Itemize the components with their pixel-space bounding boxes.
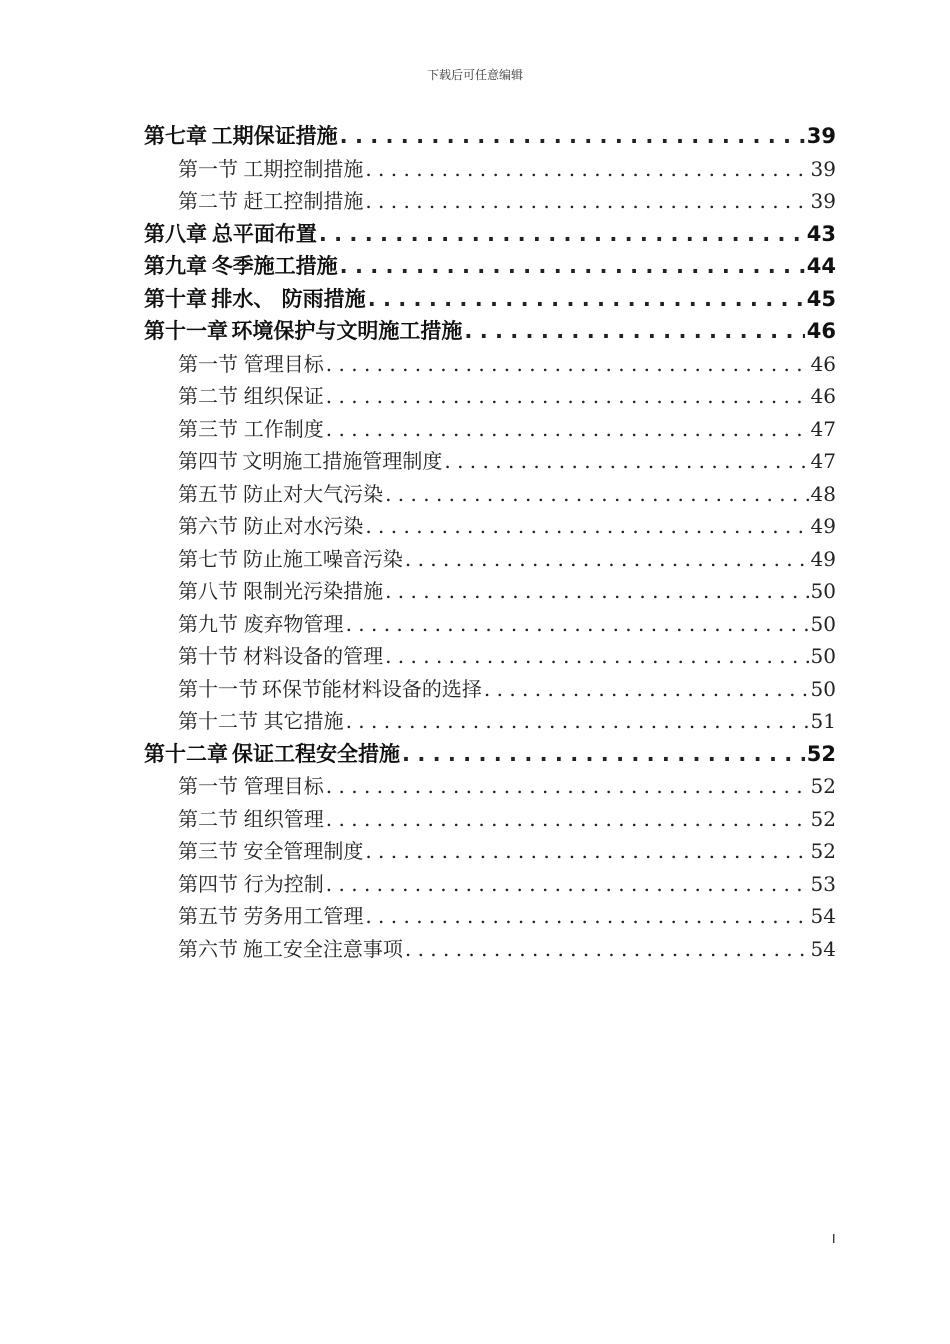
toc-entry-number: 第三节: [178, 839, 238, 863]
toc-entry-title: 管理目标: [243, 351, 324, 376]
toc-chapter-entry[interactable]: [144, 738, 836, 771]
toc-entry-page: 44: [806, 254, 836, 278]
toc-entry-page: 47: [810, 449, 836, 473]
toc-section-entry[interactable]: [144, 803, 836, 836]
dot-leader: [444, 445, 808, 478]
dot-leader: [484, 673, 809, 706]
toc-entry-page: 46: [810, 384, 836, 408]
toc-section-entry[interactable]: [144, 770, 836, 803]
toc-entry-title: 防止施工噪音污染: [242, 546, 403, 571]
toc-entry-title: 施工安全注意事项: [242, 936, 403, 961]
toc-section-entry[interactable]: [144, 380, 836, 413]
dot-leader: [319, 218, 805, 251]
toc-entry-title: 劳务用工管理: [243, 904, 364, 928]
toc-entry-number: 第二节: [178, 384, 238, 408]
toc-entry-title: 废弃物管理: [243, 611, 344, 636]
dot-leader: [346, 608, 809, 641]
toc-entry-number: 第九节: [178, 611, 238, 636]
toc-entry-number: 第十一节: [178, 676, 258, 701]
toc-section-entry[interactable]: [144, 868, 836, 901]
toc-entry-title: 文明施工措施管理制度: [242, 449, 443, 473]
toc-entry-title: 排水、 防雨措施: [211, 286, 366, 311]
toc-section-entry[interactable]: [144, 673, 836, 706]
dot-leader: [326, 803, 809, 836]
toc-entry-page: 39: [806, 124, 836, 148]
toc-entry-number: 第五节: [178, 481, 238, 506]
toc-section-entry[interactable]: [144, 575, 836, 608]
toc-entry-title: 组织管理: [243, 806, 324, 831]
dot-leader: [365, 835, 808, 868]
toc-entry-title: 材料设备的管理: [243, 644, 384, 668]
toc-entry-page: 45: [806, 286, 836, 311]
dot-leader: [385, 478, 808, 511]
toc-entry-number: 第十章: [144, 286, 207, 311]
toc-entry-title: 防止对水污染: [243, 514, 364, 538]
toc-entry-title: 工期控制措施: [243, 156, 364, 181]
toc-section-entry[interactable]: [144, 608, 836, 641]
toc-entry-number: 第十一章: [144, 319, 228, 343]
toc-entry-number: 第二节: [178, 806, 238, 831]
toc-entry-number: 第十二节: [178, 709, 258, 733]
dot-leader: [326, 770, 809, 803]
toc-entry-page: 50: [810, 676, 836, 701]
toc-entry-number: 第八节: [178, 579, 238, 603]
toc-entry-title: 其它措施: [263, 709, 344, 733]
toc-section-entry[interactable]: [144, 640, 836, 673]
toc-entry-page: 52: [810, 839, 836, 863]
toc-entry-title: 行为控制: [243, 871, 324, 896]
toc-entry-page: 39: [810, 156, 836, 181]
toc-chapter-entry[interactable]: [144, 250, 836, 283]
dot-leader: [385, 640, 808, 673]
toc-entry-number: 第六节: [178, 936, 238, 961]
toc-entry-title: 安全管理制度: [243, 839, 364, 863]
dot-leader: [385, 575, 808, 608]
toc-entry-number: 第七章: [144, 124, 207, 148]
dot-leader: [365, 510, 808, 543]
toc-entry-number: 第一节: [178, 351, 238, 376]
toc-entry-page: 49: [810, 546, 836, 571]
toc-section-entry[interactable]: [144, 510, 836, 543]
toc-entry-page: 47: [810, 416, 836, 441]
toc-entry-page: 46: [806, 319, 836, 343]
toc-chapter-entry[interactable]: [144, 120, 836, 153]
toc-section-entry[interactable]: [144, 705, 836, 738]
toc-chapter-entry[interactable]: [144, 218, 836, 251]
toc-entry-title: 赶工控制措施: [243, 189, 364, 213]
toc-entry-page: 50: [810, 611, 836, 636]
dot-leader: [368, 283, 805, 316]
toc-section-entry[interactable]: [144, 348, 836, 381]
toc-entry-page: 46: [810, 351, 836, 376]
toc-entry-number: 第四节: [178, 449, 238, 473]
dot-leader: [326, 380, 809, 413]
toc-entry-page: 54: [810, 936, 836, 961]
toc-entry-page: 43: [806, 221, 836, 246]
toc-entry-title: 环境保护与文明施工措施: [231, 319, 463, 343]
toc-section-entry[interactable]: [144, 153, 836, 186]
toc-entry-page: 53: [810, 871, 836, 896]
toc-entry-title: 组织保证: [243, 384, 324, 408]
dot-leader: [326, 413, 809, 446]
toc-entry-page: 50: [810, 644, 836, 668]
toc-entry-title: 总平面布置: [211, 221, 317, 246]
dot-leader: [340, 250, 805, 283]
dot-leader: [326, 868, 809, 901]
toc-entry-title: 冬季施工措施: [211, 254, 338, 278]
toc-entry-number: 第十节: [178, 644, 238, 668]
dot-leader: [402, 738, 805, 771]
toc-section-entry[interactable]: [144, 185, 836, 218]
toc-entry-title: 工期保证措施: [211, 124, 338, 148]
toc-entry-number: 第五节: [178, 904, 238, 928]
toc-entry-title: 管理目标: [243, 774, 324, 798]
page-number-marker: I: [832, 1232, 836, 1246]
toc-entry-title: 工作制度: [243, 416, 324, 441]
toc-entry-number: 第一节: [178, 774, 238, 798]
toc-entry-number: 第八章: [144, 221, 207, 246]
toc-entry-title: 保证工程安全措施: [232, 741, 401, 766]
toc-entry-number: 第二节: [178, 189, 238, 213]
toc-entry-page: 50: [810, 579, 836, 603]
toc-section-entry[interactable]: [144, 835, 836, 868]
page-header: 下载后可任意编辑: [426, 68, 523, 82]
toc-chapter-entry[interactable]: [144, 315, 836, 348]
dot-leader: [405, 543, 809, 576]
toc-entry-page: 49: [810, 514, 836, 538]
toc-section-entry[interactable]: [144, 478, 836, 511]
dot-leader: [365, 185, 808, 218]
dot-leader: [464, 315, 804, 348]
toc-entry-number: 第三节: [178, 416, 238, 441]
toc-section-entry[interactable]: [144, 900, 836, 933]
toc-entry-title: 限制光污染措施: [243, 579, 384, 603]
toc-entry-number: 第十二章: [144, 741, 228, 766]
toc-section-entry[interactable]: [144, 413, 836, 446]
dot-leader: [346, 705, 809, 738]
dot-leader: [340, 120, 805, 153]
dot-leader: [365, 900, 808, 933]
toc-entry-page: 54: [810, 904, 836, 928]
toc-entry-number: 第七节: [178, 546, 238, 571]
toc-entry-page: 48: [810, 481, 836, 506]
toc-section-entry[interactable]: [144, 445, 836, 478]
toc-entry-title: 防止对大气污染: [243, 481, 384, 506]
toc-entry-number: 第九章: [144, 254, 207, 278]
toc-entry-page: 52: [810, 806, 836, 831]
dot-leader: [405, 933, 809, 966]
table-of-contents: [144, 120, 836, 965]
toc-section-entry[interactable]: [144, 933, 836, 966]
dot-leader: [365, 153, 808, 186]
toc-entry-number: 第六节: [178, 514, 238, 538]
toc-entry-page: 51: [810, 709, 836, 733]
toc-section-entry[interactable]: [144, 543, 836, 576]
toc-entry-page: 52: [806, 741, 836, 766]
toc-chapter-entry[interactable]: [144, 283, 836, 316]
toc-entry-title: 环保节能材料设备的选择: [261, 676, 482, 701]
toc-entry-number: 第四节: [178, 871, 238, 896]
toc-entry-number: 第一节: [178, 156, 238, 181]
toc-entry-page: 39: [810, 189, 836, 213]
dot-leader: [326, 348, 809, 381]
toc-entry-page: 52: [810, 774, 836, 798]
